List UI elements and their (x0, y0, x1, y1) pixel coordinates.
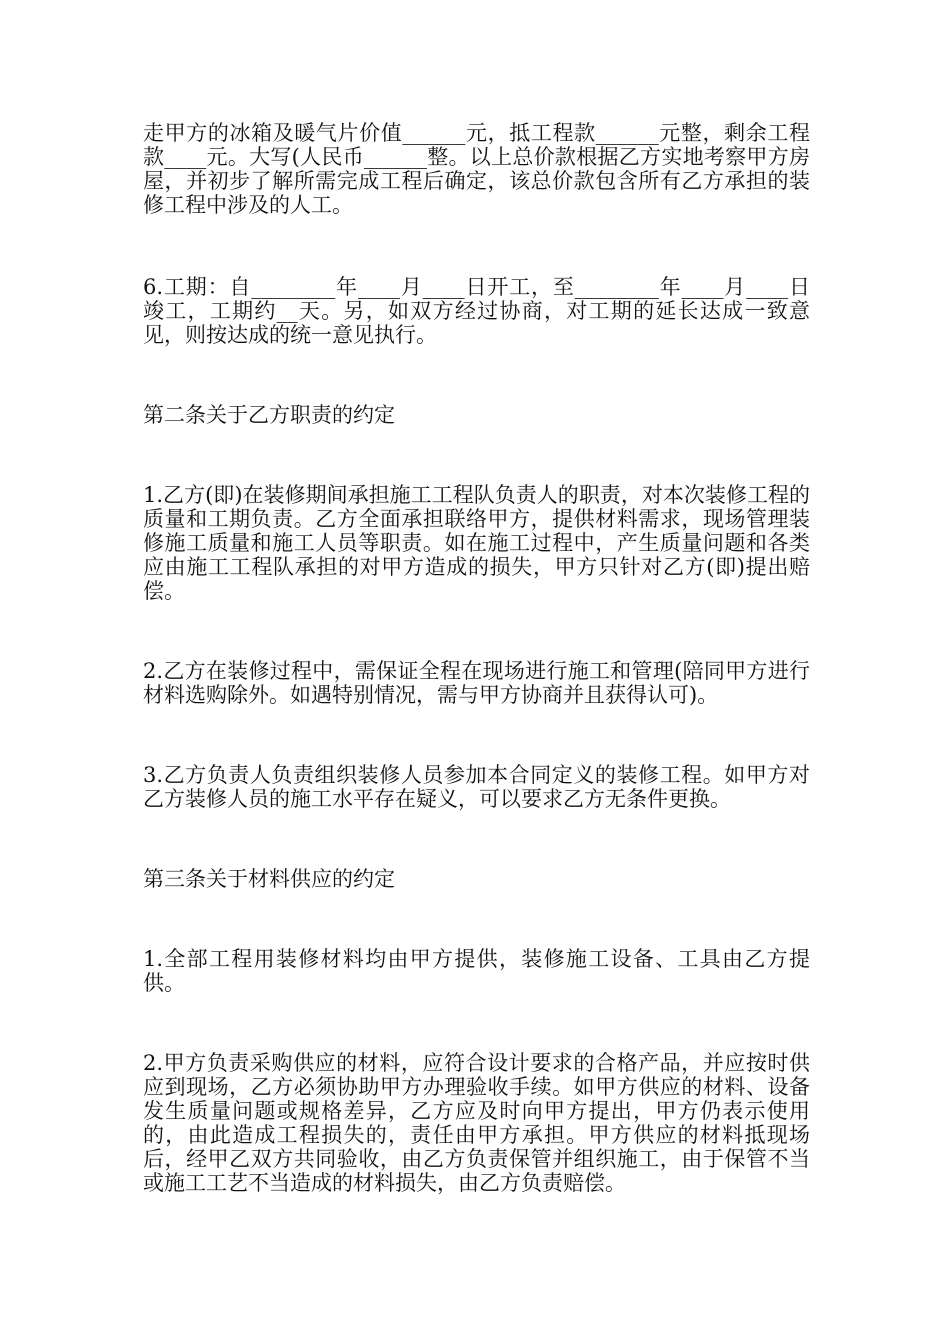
section-heading-material-supply: 第三条关于材料供应的约定 (143, 867, 395, 891)
paragraph-duty-2: 2.乙方在装修过程中，需保证全程在现场进行施工和管理(陪同甲方进行材料选购除外。如遇特别情况，需与甲方协商并且获得认可)。 (143, 659, 810, 707)
paragraph-gap (143, 603, 810, 659)
paragraph-gap (143, 347, 810, 403)
paragraph-gap (143, 707, 810, 763)
paragraph-gap (143, 995, 810, 1051)
paragraph-gap (143, 427, 810, 483)
paragraph-payment-deduction: 走甲方的冰箱及暖气片价值______元，抵工程款______元整，剩余工程款____元。大写(人民币______整。以上总价款根据乙方实地考察甲方房屋，并初步了解所需完成工程后确定，该总价款包含所有乙方承担的装修工程中涉及的人工。 (143, 121, 810, 217)
paragraph-material-2: 2.甲方负责采购供应的材料，应符合设计要求的合格产品，并应按时供应到现场，乙方必须协助甲方办理验收手续。如甲方供应的材料、设备发生质量问题或规格差异，乙方应及时向甲方提出，甲方仍表示使用的，由此造成工程损失的，责任由甲方承担。甲方供应的材料抵现场后，经甲乙双方共同验收，由乙方负责保管并组织施工，由于保管不当或施工工艺不当造成的材料损失，由乙方负责赔偿。 (143, 1051, 810, 1195)
paragraph-gap (143, 217, 810, 275)
paragraph-gap (143, 891, 810, 947)
paragraph-material-1: 1.全部工程用装修材料均由甲方提供，装修施工设备、工具由乙方提供。 (143, 947, 810, 995)
section-heading-party-b-duties: 第二条关于乙方职责的约定 (143, 403, 395, 427)
paragraph-gap (143, 811, 810, 867)
paragraph-duty-3: 3.乙方负责人负责组织装修人员参加本合同定义的装修工程。如甲方对乙方装修人员的施工水平存在疑义，可以要求乙方无条件更换。 (143, 763, 810, 811)
paragraph-construction-period: 6.工期：自________年____月____日开工，至________年____月____日竣工，工期约__天。另，如双方经过协商，对工期的延长达成一致意见，则按达成的统一意见执行。 (143, 275, 810, 347)
paragraph-duty-1: 1.乙方(即)在装修期间承担施工工程队负责人的职责，对本次装修工程的质量和工期负责。乙方全面承担联络甲方，提供材料需求，现场管理装修施工质量和施工人员等职责。如在施工过程中，产生质量问题和各类应由施工工程队承担的对甲方造成的损失，甲方只针对乙方(即)提出赔偿。 (143, 483, 810, 603)
